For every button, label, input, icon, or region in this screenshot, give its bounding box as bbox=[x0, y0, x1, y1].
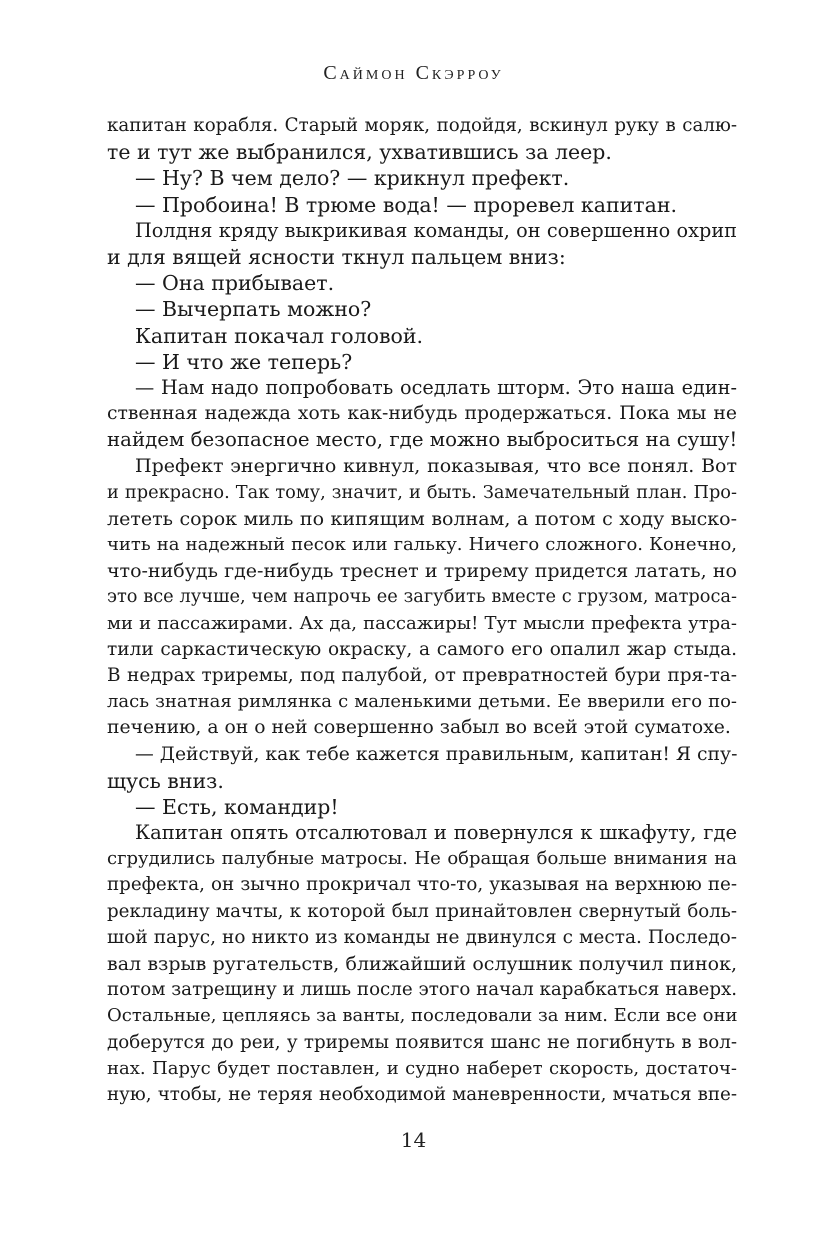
text-line: Капитан покачал головой. bbox=[135, 323, 424, 348]
text-line: шой парус, но никто из команды не двинулся с места. Последо- bbox=[107, 926, 737, 948]
text-line: нах. Парус будет поставлен, и судно наберет скорость, достаточ- bbox=[107, 1057, 737, 1079]
text-line: и прекрасно. Так тому, значит, и быть. Замечательный план. Про- bbox=[107, 482, 737, 503]
text-line: вал взрыв ругательств, ближайший ослушник получил пинок, bbox=[107, 953, 737, 975]
running-head: Саймон Скэрроу bbox=[323, 62, 504, 84]
text-line: Остальные, цепляясь за ванты, последовали за ним. Если все они bbox=[107, 1005, 738, 1027]
text-line: щусь вниз. bbox=[107, 768, 224, 793]
text-line: — Вычерпать можно? bbox=[135, 297, 372, 322]
page-number: 14 bbox=[400, 1128, 427, 1152]
text-line: тили саркастическую окраску, а самого его опалил жар стыда. bbox=[107, 638, 737, 660]
text-line: лась знатная римлянка с маленькими детьми. Ее вверили его по- bbox=[107, 691, 737, 713]
text-line: В недрах триремы, под палубой, от превратностей бури пря-та- bbox=[107, 664, 737, 686]
text-line: лететь сорок миль по кипящим волнам, а потом с ходу выско- bbox=[107, 507, 737, 530]
text-line: ми и пассажирами. Ах да, пассажиры! Тут мысли префекта утра- bbox=[107, 612, 737, 634]
text-line: префекта, он зычно прокричал что-то, указывая на верхнюю пе- bbox=[107, 874, 737, 896]
text-line: — Она прибывает. bbox=[135, 271, 335, 296]
text-line: — Действуй, как тебе кажется правильным, капитан! Я спу- bbox=[135, 743, 738, 765]
text-line: Полдня кряду выкрикивая команды, он совершенно охрип bbox=[135, 218, 737, 242]
text-line: — Пробоина! В трюме вода! — проревел капитан. bbox=[135, 192, 678, 217]
text-line: ную, чтобы, не теряя необходимой маневренности, мчаться впе- bbox=[107, 1083, 737, 1105]
text-line: Капитан опять отсалютовал и повернулся к шкафуту, где bbox=[135, 821, 737, 845]
text-line: что-нибудь где-нибудь треснет и трирему придется латать, но bbox=[107, 560, 737, 583]
text-line: ственная надежда хоть как-нибудь продержаться. Пока мы не bbox=[107, 403, 737, 425]
text-line: те и тут же выбранился, ухватившись за леер. bbox=[107, 140, 612, 165]
text-line: — Ну? В чем дело? — крикнул префект. bbox=[135, 166, 570, 191]
text-line: печению, а он о ней совершенно забыл во всей этой суматохе. bbox=[107, 717, 731, 739]
text-line: это все лучше, чем напрочь ее загубить вместе с грузом, матроса- bbox=[107, 587, 737, 608]
text-line: потом затрещину и лишь после этого начал карабкаться наверх. bbox=[107, 979, 738, 1001]
text-line: доберутся до реи, у триремы появится шанс не погибнуть в вол- bbox=[107, 1031, 737, 1053]
text-line: рекладину мачты, к которой был принайтовлен свернутый боль- bbox=[107, 900, 737, 922]
text-line: сгрудились палубные матросы. Не обращая больше внимания на bbox=[107, 848, 737, 870]
text-line: капитан корабля. Старый моряк, подойдя, вскинул руку в салю- bbox=[107, 115, 737, 136]
body-text bbox=[107, 113, 737, 1108]
text-line: и для вящей ясности ткнул пальцем вниз: bbox=[107, 244, 566, 269]
text-line: — Нам надо попробовать оседлать шторм. Это наша един- bbox=[135, 375, 737, 399]
text-line: Префект энергично кивнул, показывая, что все понял. Вот bbox=[135, 455, 737, 478]
text-line: чить на надежный песок или гальку. Ничего сложного. Конечно, bbox=[107, 534, 737, 555]
text-line: — Есть, командир! bbox=[135, 794, 339, 819]
text-line: — И что же теперь? bbox=[135, 349, 353, 374]
text-line: найдем безопасное место, где можно выброситься на сушу! bbox=[107, 428, 738, 452]
